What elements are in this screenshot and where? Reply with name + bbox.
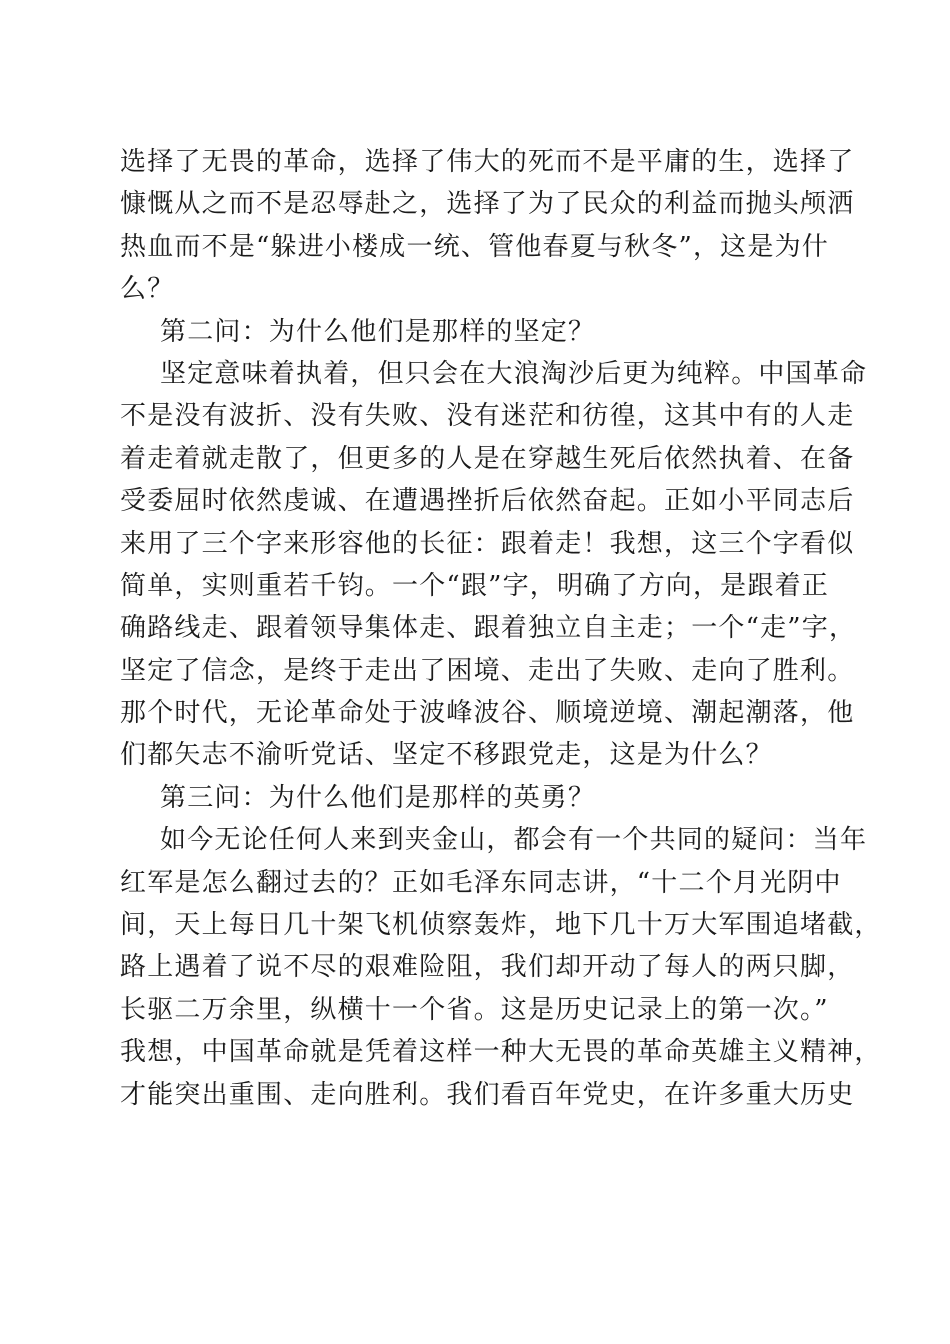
- text-line: 选择了无畏的革命，选择了伟大的死而不是平庸的生，选择了: [120, 147, 855, 177]
- text-line: 那个时代，无论革命处于波峰波谷、顺境逆境、潮起潮落，他: [120, 698, 855, 729]
- text-line: 着走着就走散了，但更多的人是在穿越生死后依然执着、在备: [120, 443, 855, 474]
- text-line: 红军是怎么翻过去的？正如毛泽东同志讲，“十二个月光阴中: [120, 867, 842, 898]
- text-line: 慷慨从之而不是忍辱赴之，选择了为了民众的利益而抛头颅洒: [120, 189, 855, 220]
- text-line: 如今无论任何人来到夹金山，都会有一个共同的疑问：当年: [160, 825, 868, 856]
- text-line: 受委屈时依然虔诚、在遭遇挫折后依然奋起。正如小平同志后: [120, 486, 855, 517]
- text-line: 才能突出重围、走向胜利。我们看百年党史，在许多重大历史: [120, 1079, 855, 1110]
- text-line: 来用了三个字来形容他的长征：跟着走！我想，这三个字看似: [120, 528, 855, 559]
- section-heading: 第二问：为什么他们是那样的坚定？: [160, 316, 596, 347]
- text-line: 长驱二万余里，纵横十一个省。这是历史记录上的第一次。”: [120, 994, 829, 1025]
- body-text: [120, 141, 882, 1116]
- text-line: 坚定意味着执着，但只会在大浪淘沙后更为纯粹。中国革命: [160, 358, 868, 389]
- text-line: 我想，中国革命就是凭着这样一种大无畏的革命英雄主义精神，: [120, 1037, 882, 1068]
- text-line: 路上遇着了说不尽的艰难险阻，我们却开动了每人的两只脚，: [120, 952, 855, 983]
- text-line: 热血而不是“躲进小楼成一统、管他春夏与秋冬”，这是为什: [120, 231, 829, 262]
- text-line: 确路线走、跟着领导集体走、跟着独立自主走；一个“走”字，: [120, 613, 857, 644]
- text-line: 不是没有波折、没有失败、没有迷茫和彷徨，这其中有的人走: [120, 401, 855, 432]
- text-line: 间，天上每日几十架飞机侦察轰炸，地下几十万大军围追堵截，: [120, 910, 882, 941]
- text-line: 么？: [120, 274, 175, 305]
- text-line: 坚定了信念，是终于走出了困境、走出了失败、走向了胜利。: [120, 655, 855, 686]
- section-heading: 第三问：为什么他们是那样的英勇？: [160, 782, 596, 813]
- text-line: 简单，实则重若千钧。一个“跟”字，明确了方向，是跟着正: [120, 570, 829, 601]
- text-line: 们都矢志不渝听党话、坚定不移跟党走，这是为什么？: [120, 740, 773, 771]
